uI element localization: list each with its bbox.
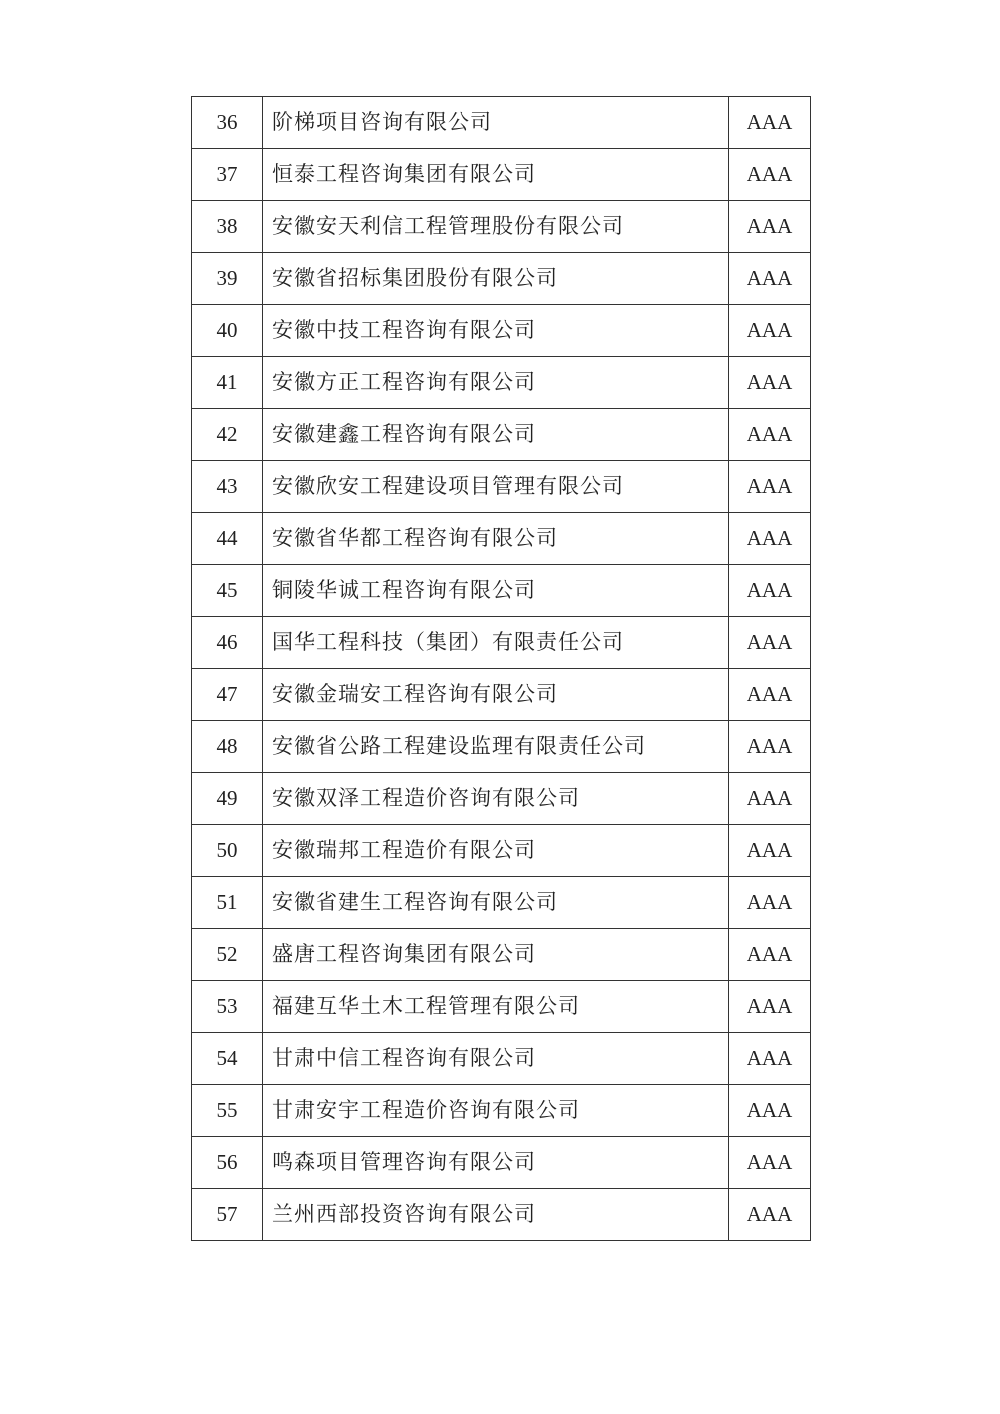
credit-grade-cell: AAA <box>729 773 811 825</box>
credit-grade-cell: AAA <box>729 305 811 357</box>
credit-grade-cell: AAA <box>729 201 811 253</box>
row-number-cell: 38 <box>192 201 263 253</box>
row-number-cell: 43 <box>192 461 263 513</box>
row-number-cell: 37 <box>192 149 263 201</box>
credit-grade-cell: AAA <box>729 409 811 461</box>
row-number-cell: 41 <box>192 357 263 409</box>
row-number-cell: 42 <box>192 409 263 461</box>
table-row <box>192 305 811 357</box>
row-number-cell: 36 <box>192 97 263 149</box>
table-row <box>192 357 811 409</box>
company-name-cell: 安徽省华都工程咨询有限公司 <box>263 513 729 565</box>
credit-grade-cell: AAA <box>729 721 811 773</box>
credit-grade-cell: AAA <box>729 97 811 149</box>
table-row <box>192 1033 811 1085</box>
table-row <box>192 149 811 201</box>
table-row <box>192 877 811 929</box>
row-number-cell: 47 <box>192 669 263 721</box>
credit-grade-cell: AAA <box>729 981 811 1033</box>
table-row <box>192 409 811 461</box>
credit-grade-cell: AAA <box>729 253 811 305</box>
company-name-cell: 安徽方正工程咨询有限公司 <box>263 357 729 409</box>
credit-grade-cell: AAA <box>729 513 811 565</box>
credit-grade-cell: AAA <box>729 357 811 409</box>
company-name-cell: 安徽省公路工程建设监理有限责任公司 <box>263 721 729 773</box>
company-name-cell: 盛唐工程咨询集团有限公司 <box>263 929 729 981</box>
credit-grade-cell: AAA <box>729 929 811 981</box>
table-row <box>192 513 811 565</box>
table-row <box>192 1189 811 1241</box>
credit-grade-cell: AAA <box>729 1033 811 1085</box>
row-number-cell: 50 <box>192 825 263 877</box>
company-name-cell: 甘肃安宇工程造价咨询有限公司 <box>263 1085 729 1137</box>
company-name-cell: 阶梯项目咨询有限公司 <box>263 97 729 149</box>
credit-grade-cell: AAA <box>729 877 811 929</box>
credit-grade-cell: AAA <box>729 461 811 513</box>
credit-grade-cell: AAA <box>729 1137 811 1189</box>
table-row <box>192 825 811 877</box>
row-number-cell: 49 <box>192 773 263 825</box>
company-name-cell: 安徽欣安工程建设项目管理有限公司 <box>263 461 729 513</box>
company-name-cell: 国华工程科技（集团）有限责任公司 <box>263 617 729 669</box>
credit-grade-cell: AAA <box>729 565 811 617</box>
company-name-cell: 安徽省招标集团股份有限公司 <box>263 253 729 305</box>
credit-grade-cell: AAA <box>729 825 811 877</box>
row-number-cell: 52 <box>192 929 263 981</box>
credit-grade-cell: AAA <box>729 669 811 721</box>
table-row <box>192 1085 811 1137</box>
row-number-cell: 54 <box>192 1033 263 1085</box>
company-name-cell: 鸣森项目管理咨询有限公司 <box>263 1137 729 1189</box>
company-name-cell: 安徽瑞邦工程造价有限公司 <box>263 825 729 877</box>
credit-grade-cell: AAA <box>729 617 811 669</box>
company-name-cell: 恒泰工程咨询集团有限公司 <box>263 149 729 201</box>
table-row <box>192 461 811 513</box>
credit-grade-cell: AAA <box>729 1189 811 1241</box>
row-number-cell: 48 <box>192 721 263 773</box>
company-name-cell: 福建互华土木工程管理有限公司 <box>263 981 729 1033</box>
company-name-cell: 安徽安天利信工程管理股份有限公司 <box>263 201 729 253</box>
row-number-cell: 45 <box>192 565 263 617</box>
table-row <box>192 617 811 669</box>
table-row <box>192 1137 811 1189</box>
row-number-cell: 51 <box>192 877 263 929</box>
company-name-cell: 兰州西部投资咨询有限公司 <box>263 1189 729 1241</box>
company-name-cell: 甘肃中信工程咨询有限公司 <box>263 1033 729 1085</box>
row-number-cell: 56 <box>192 1137 263 1189</box>
company-name-cell: 安徽双泽工程造价咨询有限公司 <box>263 773 729 825</box>
credit-grade-cell: AAA <box>729 149 811 201</box>
company-rating-table <box>191 96 811 1241</box>
company-name-cell: 安徽省建生工程咨询有限公司 <box>263 877 729 929</box>
table-row <box>192 669 811 721</box>
table-row <box>192 97 811 149</box>
company-name-cell: 安徽建鑫工程咨询有限公司 <box>263 409 729 461</box>
row-number-cell: 57 <box>192 1189 263 1241</box>
row-number-cell: 53 <box>192 981 263 1033</box>
row-number-cell: 46 <box>192 617 263 669</box>
row-number-cell: 44 <box>192 513 263 565</box>
table-row <box>192 929 811 981</box>
table-row <box>192 981 811 1033</box>
company-name-cell: 铜陵华诚工程咨询有限公司 <box>263 565 729 617</box>
table-row <box>192 253 811 305</box>
table-row <box>192 201 811 253</box>
company-name-cell: 安徽金瑞安工程咨询有限公司 <box>263 669 729 721</box>
row-number-cell: 40 <box>192 305 263 357</box>
table-row <box>192 773 811 825</box>
credit-grade-cell: AAA <box>729 1085 811 1137</box>
table-row <box>192 721 811 773</box>
row-number-cell: 55 <box>192 1085 263 1137</box>
table-body <box>192 97 811 1241</box>
company-name-cell: 安徽中技工程咨询有限公司 <box>263 305 729 357</box>
table-row <box>192 565 811 617</box>
row-number-cell: 39 <box>192 253 263 305</box>
